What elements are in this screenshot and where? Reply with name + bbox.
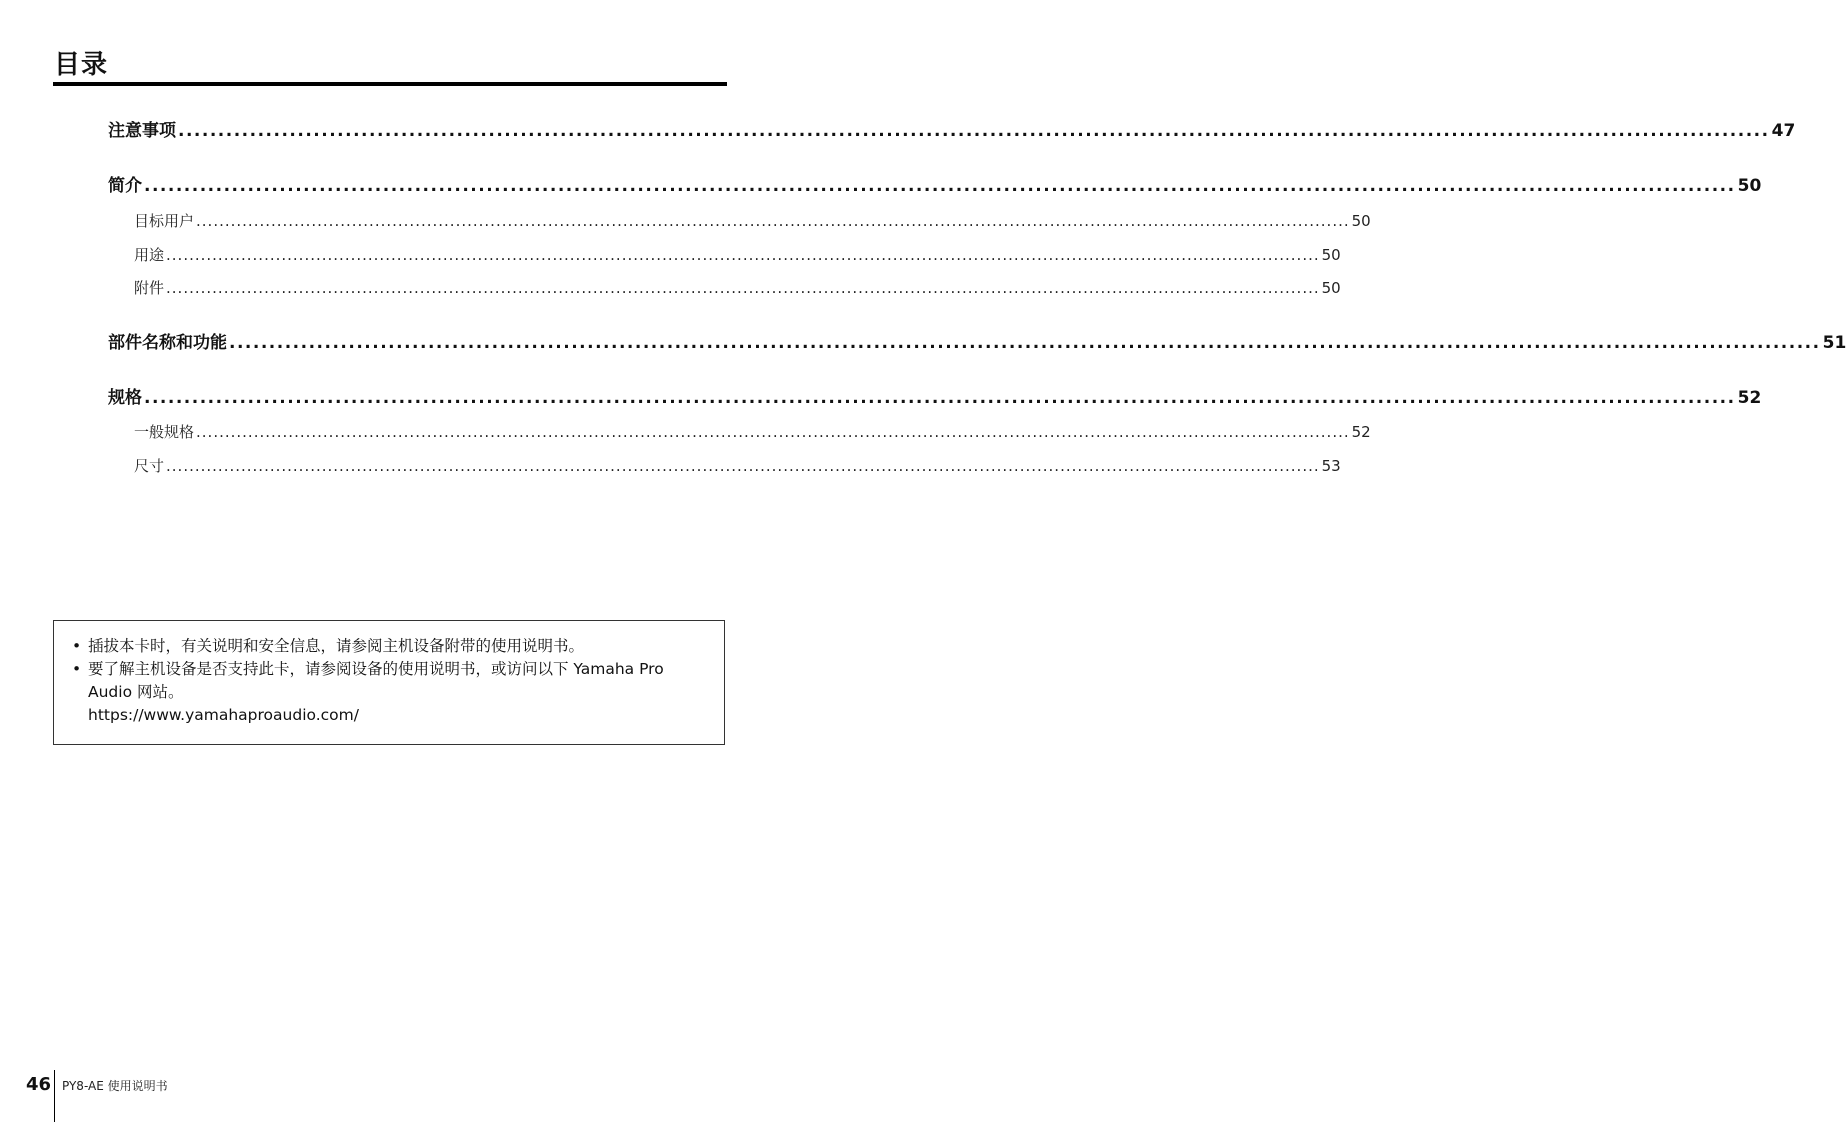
toc-dot-leader: ........................................................................................................................................................................................................ [166,457,1320,475]
toc-chapter-entry[interactable] [108,386,1762,410]
toc-entry-label: 用途 [134,246,165,264]
note-text-line: Audio 网站。 [88,683,184,701]
toc-section-entry[interactable] [134,244,1341,266]
toc-section-entry[interactable] [134,421,1371,443]
toc-entry-label: 注意事项 [108,121,176,141]
toc-entry-page-number: 50 [1737,176,1762,196]
note-text-line: 要了解主机设备是否支持此卡，请参阅设备的使用说明书，或访问以下 Yamaha Pro [88,660,664,678]
toc-section-entry[interactable] [134,455,1341,477]
website-link[interactable]: https://www.yamahaproaudio.com/ [88,706,359,724]
footer-document-title: PY8-AE 使用说明书 [62,1079,168,1093]
toc-entry-page-number: 50 [1321,279,1341,297]
note-item [72,658,706,727]
title-rule [53,82,727,86]
toc-dot-leader: ........................................................................................................................................................................................................ [166,279,1320,297]
toc-entry-label: 目标用户 [134,212,195,230]
footer-page-number: 46 [26,1074,52,1095]
toc-entry-page-number: 51 [1822,333,1846,353]
toc-section-entry[interactable] [134,277,1341,299]
note-item [72,635,706,658]
toc-entry-page-number: 50 [1321,246,1341,264]
note-box [53,620,725,745]
page-title: 目录 [54,50,109,80]
bullet-icon: • [72,660,82,678]
toc-entry-page-number: 52 [1737,388,1762,408]
note-text-line: 插拔本卡时，有关说明和安全信息，请参阅主机设备附带的使用说明书。 [88,637,585,655]
toc-entry-label: 规格 [108,388,142,408]
note-list [72,635,706,727]
toc-chapter-entry[interactable] [108,174,1762,198]
toc-dot-leader: ........................................................................................................................................................................................................ [196,423,1350,441]
toc-entry-page-number: 53 [1321,457,1341,475]
toc-dot-leader: ........................................................................................................................................................................................................ [229,333,1821,353]
toc-entry-page-number: 50 [1351,212,1371,230]
toc-dot-leader: ........................................................................................................................................................................................................ [166,246,1320,264]
toc-chapter-entry[interactable] [108,119,1796,143]
toc-dot-leader: ........................................................................................................................................................................................................ [178,121,1770,141]
toc-dot-leader: ........................................................................................................................................................................................................ [144,388,1736,408]
toc-section-entry[interactable] [134,210,1371,232]
footer-rule [54,1070,55,1122]
toc-entry-page-number: 52 [1351,423,1371,441]
toc-entry-page-number: 47 [1771,121,1796,141]
toc-dot-leader: ........................................................................................................................................................................................................ [196,212,1350,230]
toc-entry-label: 尺寸 [134,457,165,475]
toc-entry-label: 附件 [134,279,165,297]
toc-entry-label: 部件名称和功能 [108,333,227,353]
toc-entry-label: 简介 [108,176,142,196]
bullet-icon: • [72,637,82,655]
toc-dot-leader: ........................................................................................................................................................................................................ [144,176,1736,196]
toc-entry-label: 一般规格 [134,423,195,441]
toc-chapter-entry[interactable] [108,331,1846,355]
